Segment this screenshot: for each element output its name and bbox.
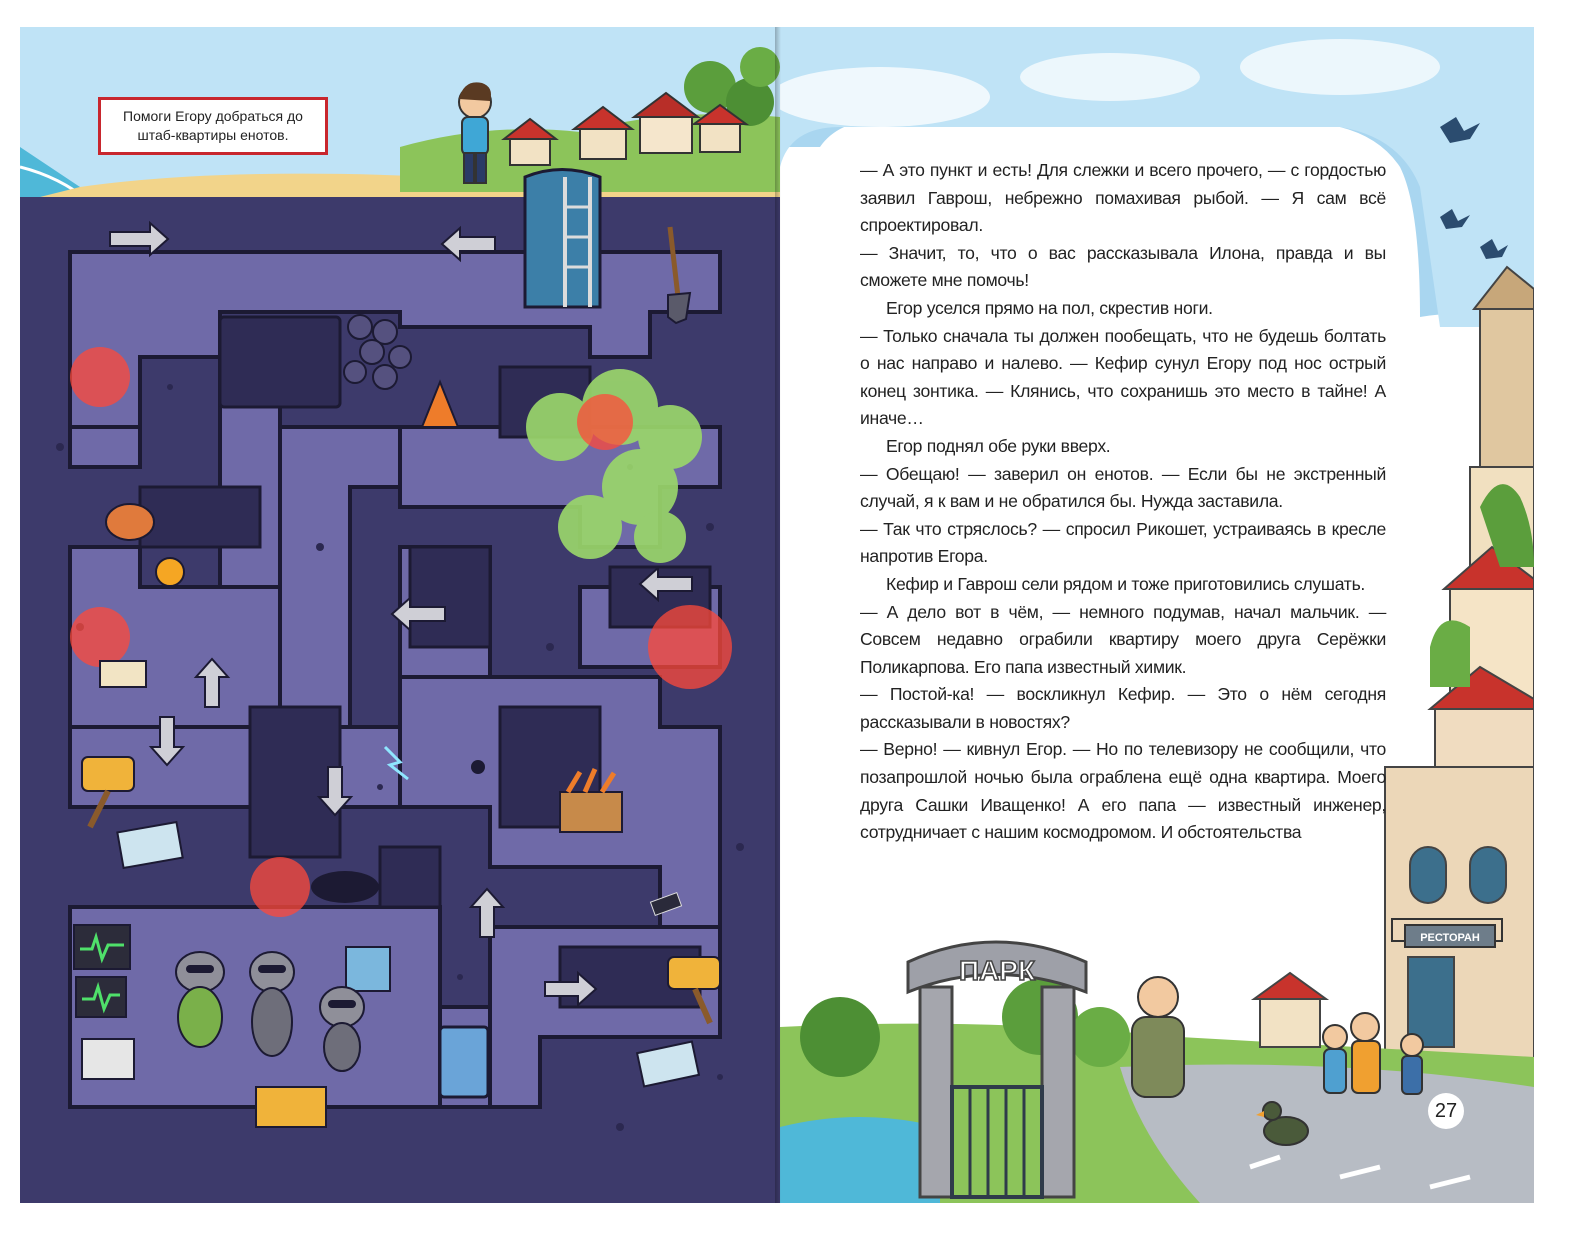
paragraph: — А это пункт и есть! Для слежки и всего прочего, — с гордостью заявил Гаврош, небрежно помахивая рыбой. — Я сам всё спроектировал.	[860, 160, 1386, 236]
paragraph: Егор поднял обе руки вверх.	[886, 435, 1111, 456]
boxing-glove-icon	[106, 504, 154, 540]
park-sign-text: ПАРК	[958, 955, 1036, 986]
right-page-text	[780, 27, 1534, 1203]
book-spread	[20, 27, 1534, 1203]
book-icon	[100, 661, 146, 687]
paragraph: — Значит, то, что о вас рассказывала Илона, правда и вы сможете мне помочь!	[860, 242, 1386, 291]
candy-icon	[156, 558, 184, 586]
paragraph: — А дело вот в чём, — немного подумав, начал мальчик. — Совсем недавно ограбили квартиру моего друга Серёжки Поликарпова. Его папа известный химик.	[860, 601, 1386, 677]
safe-door-icon	[440, 1027, 488, 1097]
maze-instruction	[98, 97, 328, 155]
restaurant-sign-text: РЕСТОРАН	[1420, 932, 1480, 944]
paragraph: — Постой-ка! — воскликнул Кефир. — Это о нём сегодня рассказывали в новостях?	[860, 684, 1386, 732]
paragraph: Егор уселся прямо на пол, скрестив ноги.	[886, 297, 1213, 318]
paragraph: — Так что стряслось? — спросил Рикошет, устраиваясь в кресле напротив Егора.	[860, 518, 1386, 567]
maze-instruction-text: Помоги Егору добраться до штаб-квартиры енотов.	[123, 108, 303, 143]
carrot-crate-icon	[560, 792, 622, 832]
page-number: 27	[1428, 1093, 1464, 1129]
left-page-maze	[20, 27, 780, 1203]
boy-egor-figure	[459, 82, 491, 183]
story-text	[860, 157, 1386, 847]
spider-icon	[471, 760, 485, 774]
paragraph: — Только сначала ты должен пообещать, что не будешь болтать о нас направо и налево. — Кефир сунул Егору под нос острый конец зонтика. — Клянись, что сохранишь это место в тайне! А иначе…	[860, 325, 1386, 429]
paragraph: — Верно! — кивнул Егор. — Но по телевизору не сообщили, что позапрошлой ночью была ограблена ещё одна квартира. Моего друга Сашки Иващенко! А его папа — известный инженер, сотрудничает с нашим космодромом. И обстоятельства	[860, 739, 1386, 843]
maze-illustration	[20, 27, 780, 1203]
paragraph: Кефир и Гаврош сели рядом и тоже приготовились слушать.	[886, 573, 1366, 594]
paragraph: — Обещаю! — заверил он енотов. — Если бы не экстренный случай, я к вам и не обратился бы. Нужда заставила.	[860, 463, 1386, 512]
entrance-shaft	[525, 170, 600, 308]
book-gutter	[775, 27, 785, 1203]
manhole-icon	[311, 871, 379, 903]
